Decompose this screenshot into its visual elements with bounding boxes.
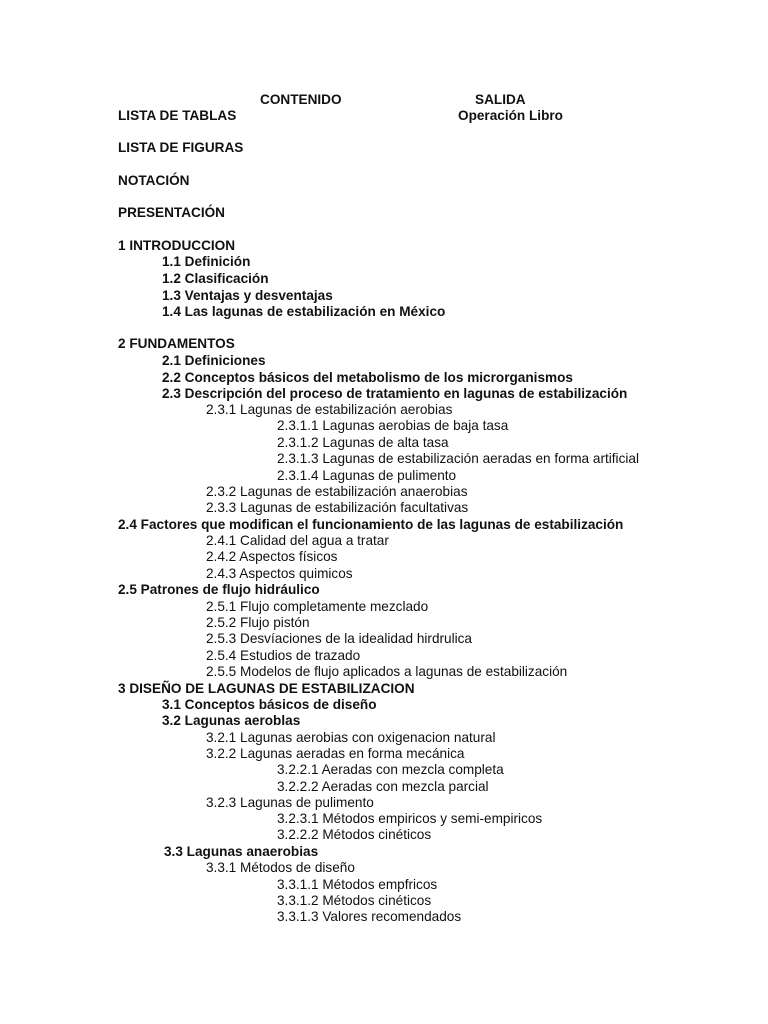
toc-entry-3-2: 3.2 Lagunas aeroblas	[162, 713, 301, 728]
toc-entry-3-3-1-3: 3.3.1.3 Valores recomendados	[277, 909, 462, 924]
toc-entry-2-3: 2.3 Descripción del proceso de tratamiento en lagunas de estabilización	[162, 386, 628, 401]
toc-entry-2-4: 2.4 Factores que modifican el funcionamiento de las lagunas de estabilización	[118, 517, 624, 532]
toc-entry-2-1: 2.1 Definiciones	[162, 353, 266, 368]
toc-entry-2-3-1-3: 2.3.1.3 Lagunas de estabilización aeradas en forma artificial	[277, 451, 639, 466]
toc-entry-1-4: 1.4 Las lagunas de estabilización en México	[162, 304, 446, 319]
toc-entry-3-3-1: 3.3.1 Métodos de diseño	[206, 860, 355, 875]
toc-entry-3-2-2-1: 3.2.2.1 Aeradas con mezcla completa	[277, 762, 504, 777]
toc-entry-3-3-1-1: 3.3.1.1 Métodos empfricos	[277, 877, 438, 892]
front-notacion: NOTACIÓN	[118, 173, 190, 188]
toc-entry-3-2-1: 3.2.1 Lagunas aerobias con oxigenacion natural	[206, 730, 496, 745]
toc-entry-2-5-5: 2.5.5 Modelos de flujo aplicados a lagunas de estabilización	[206, 664, 568, 679]
chapter-1-title: 1 INTRODUCCION	[118, 238, 236, 253]
toc-entry-2-4-2: 2.4.2 Aspectos físicos	[206, 549, 338, 564]
chapter-3-title: 3 DISEÑO DE LAGUNAS DE ESTABILIZACION	[118, 681, 415, 696]
toc-entry-3-1: 3.1 Conceptos básicos de diseño	[162, 697, 377, 712]
toc-entry-2-3-1-4: 2.3.1.4 Lagunas de pulimento	[277, 468, 457, 483]
toc-entry-3-2-3-1: 3.2.3.1 Métodos empiricos y semi-empiricos	[277, 811, 543, 826]
toc-entry-2-3-1: 2.3.1 Lagunas de estabilización aerobias	[206, 402, 453, 417]
toc-entry-2-4-1: 2.4.1 Calidad del agua a tratar	[206, 533, 389, 548]
front-lista-figuras: LISTA DE FIGURAS	[118, 140, 244, 155]
header-contenido: CONTENIDO	[260, 92, 342, 107]
toc-entry-2-5: 2.5 Patrones de flujo hidráulico	[118, 582, 320, 597]
toc-entry-2-3-1-2: 2.3.1.2 Lagunas de alta tasa	[277, 435, 449, 450]
toc-entry-2-5-2: 2.5.2 Flujo pistón	[206, 615, 310, 630]
toc-entry-2-3-1-1: 2.3.1.1 Lagunas aerobias de baja tasa	[277, 418, 509, 433]
toc-entry-1-3: 1.3 Ventajas y desventajas	[162, 288, 333, 303]
header-salida: SALIDA	[475, 92, 526, 107]
toc-entry-1-2: 1.2 Clasificación	[162, 271, 269, 286]
toc-entry-2-5-3: 2.5.3 Desvíaciones de la idealidad hirdrulica	[206, 631, 472, 646]
toc-entry-2-4-3: 2.4.3 Aspectos quimicos	[206, 566, 353, 581]
toc-entry-2-5-4: 2.5.4 Estudios de trazado	[206, 648, 361, 663]
front-presentacion: PRESENTACIÓN	[118, 205, 225, 220]
toc-entry-3-2-2-2-b: 3.2.2.2 Métodos cinéticos	[277, 827, 432, 842]
toc-entry-3-3-1-2: 3.3.1.2 Métodos cinéticos	[277, 893, 432, 908]
toc-entry-2-3-3: 2.3.3 Lagunas de estabilización facultativas	[206, 500, 469, 515]
toc-entry-3-2-2: 3.2.2 Lagunas aeradas en forma mecánica	[206, 746, 465, 761]
toc-entry-2-5-1: 2.5.1 Flujo completamente mezclado	[206, 599, 429, 614]
chapter-2-title: 2 FUNDAMENTOS	[118, 336, 235, 351]
toc-entry-3-2-3: 3.2.3 Lagunas de pulimento	[206, 795, 374, 810]
header-operacion-libro: Operación Libro	[458, 108, 563, 123]
toc-entry-1-1: 1.1 Definición	[162, 254, 251, 269]
toc-entry-3-3: 3.3 Lagunas anaerobias	[164, 844, 319, 859]
toc-entry-2-3-2: 2.3.2 Lagunas de estabilización anaerobias	[206, 484, 468, 499]
toc-entry-3-2-2-2: 3.2.2.2 Aeradas con mezcla parcial	[277, 779, 489, 794]
toc-entry-2-2: 2.2 Conceptos básicos del metabolismo de los microrganismos	[162, 370, 573, 385]
front-lista-tablas: LISTA DE TABLAS	[118, 108, 237, 123]
